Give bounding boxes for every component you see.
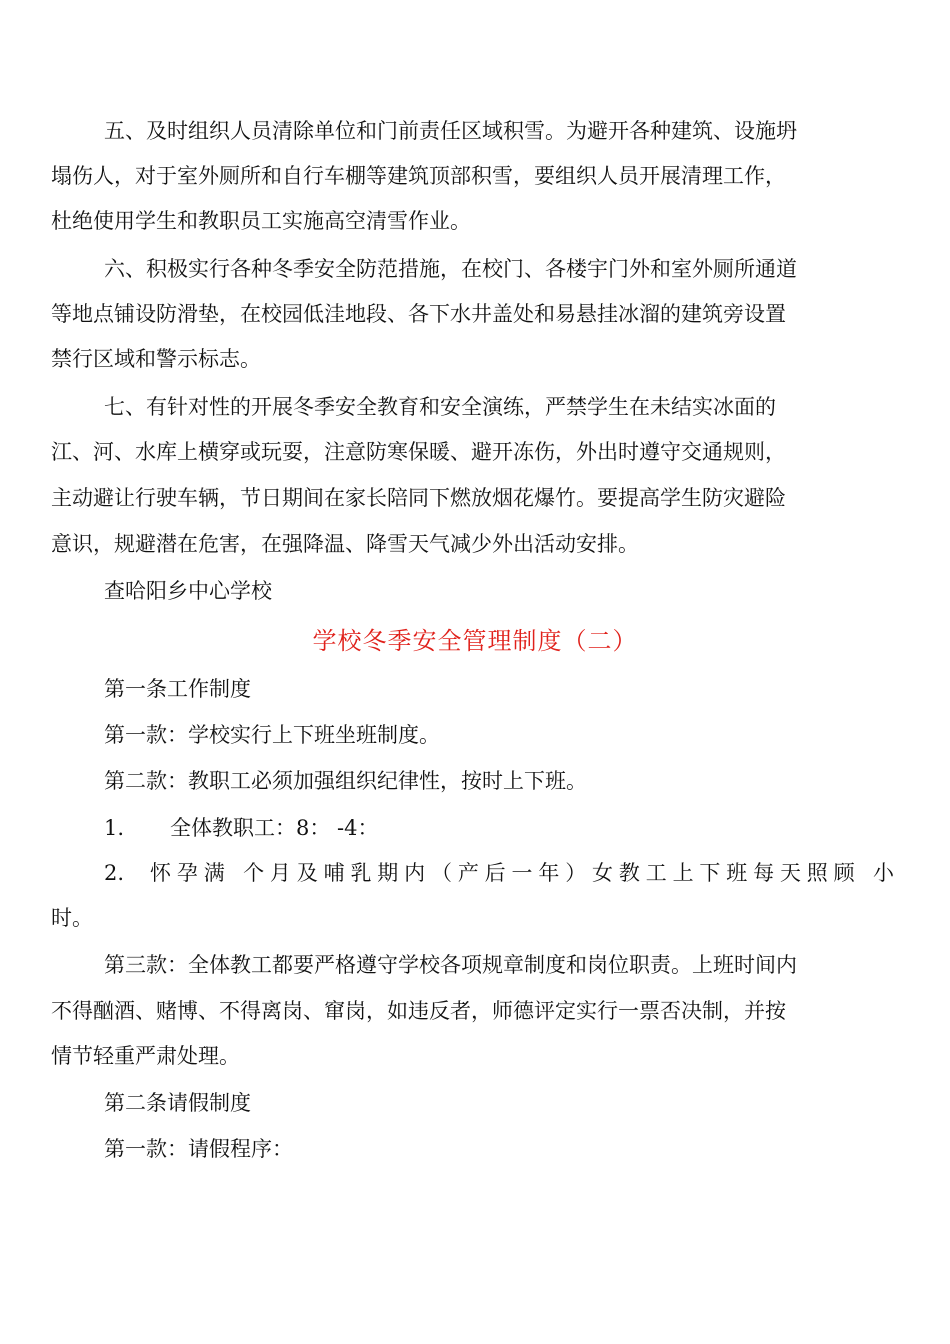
item-two-glyph: 怀 <box>150 861 171 885</box>
paragraph-six-line-1: 六、积极实行各种冬季安全防范措施，在校门、各楼宇门外和室外厕所通道 <box>104 257 797 281</box>
item-two-glyph: 产 <box>457 861 479 885</box>
paragraph-seven-line-3: 主动避让行驶车辆，节日期间在家长陪同下燃放烟花爆竹。要提高学生防灾避险 <box>51 486 786 510</box>
item-two-glyph: 一 <box>511 861 533 885</box>
item-two-glyph: （ <box>430 861 452 885</box>
clause-two: 第二款：教职工必须加强组织纪律性，按时上下班。 <box>104 769 587 793</box>
item-two-glyph: ） <box>565 861 587 885</box>
item-two-glyph <box>231 858 238 888</box>
article-one-heading: 第一条工作制度 <box>104 677 251 701</box>
item-two-glyph: 下 <box>699 861 721 885</box>
item-two-glyph: 班 <box>726 861 748 885</box>
item-two-glyph: 个 <box>243 861 265 885</box>
item-two-glyph: 年 <box>538 861 560 885</box>
item-two-number: 2. <box>104 861 125 885</box>
item-two-glyph <box>860 858 867 888</box>
paragraph-seven-line-2: 江、河、水库上横穿或玩耍，注意防寒保暖、避开冻伤，外出时遵守交通规则， <box>51 440 786 464</box>
clause-one: 第一款：学校实行上下班坐班制度。 <box>104 723 440 747</box>
clause-three-line-3: 情节轻重严肃处理。 <box>51 1044 240 1068</box>
paragraph-five-line-2: 塌伤人，对于室外厕所和自行车棚等建筑顶部积雪，要组织人员开展清理工作， <box>51 164 786 188</box>
item-two-glyph: 哺 <box>323 861 345 885</box>
item-two-glyph: 每 <box>753 861 775 885</box>
item-two-glyph: 工 <box>645 861 667 885</box>
clause-three-line-1: 第三款：全体教工都要严格遵守学校各项规章制度和岗位职责。上班时间内 <box>104 953 797 977</box>
item-two-glyph: 天 <box>779 861 801 885</box>
item-two-glyph: 女 <box>592 861 614 885</box>
item-two-text <box>150 858 894 888</box>
item-two-glyph: 乳 <box>350 861 372 885</box>
item-one-text: 全体教职工：8： -4： <box>170 816 379 840</box>
item-two-glyph: 顾 <box>833 861 855 885</box>
section-title: 学校冬季安全管理制度（二） <box>312 627 638 655</box>
item-two-glyph: 教 <box>618 861 640 885</box>
item-two-glyph: 小 <box>873 861 894 885</box>
item-two-glyph: 月 <box>269 861 291 885</box>
paragraph-five-line-1: 五、及时组织人员清除单位和门前责任区域积雪。为避开各种建筑、设施坍 <box>104 119 797 143</box>
item-two-glyph: 孕 <box>176 861 198 885</box>
item-two-glyph: 后 <box>484 861 506 885</box>
item-two-glyph: 内 <box>404 861 426 885</box>
leave-clause-one: 第一款：请假程序： <box>104 1137 293 1161</box>
article-two-heading: 第二条请假制度 <box>104 1091 251 1115</box>
paragraph-seven-line-1: 七、有针对性的开展冬季安全教育和安全演练，严禁学生在未结实冰面的 <box>104 395 776 419</box>
item-one-number: 1. <box>104 816 125 840</box>
school-signature: 查哈阳乡中心学校 <box>104 579 272 603</box>
item-two-glyph: 照 <box>806 861 828 885</box>
item-two-glyph: 满 <box>203 861 225 885</box>
paragraph-six-line-2: 等地点铺设防滑垫，在校园低洼地段、各下水井盖处和易悬挂冰溜的建筑旁设置 <box>51 302 786 326</box>
paragraph-five-line-3: 杜绝使用学生和教职员工实施高空清雪作业。 <box>51 209 471 233</box>
paragraph-seven-line-4: 意识，规避潜在危害，在强降温、降雪天气减少外出活动安排。 <box>51 532 639 556</box>
item-two-glyph: 及 <box>296 861 318 885</box>
paragraph-six-line-3: 禁行区域和警示标志。 <box>51 347 261 371</box>
item-two-glyph: 上 <box>672 861 694 885</box>
clause-three-line-2: 不得酗酒、赌博、不得离岗、窜岗，如违反者，师德评定实行一票否决制，并按 <box>51 999 786 1023</box>
item-two-continuation: 时。 <box>51 906 93 930</box>
item-two-glyph: 期 <box>377 861 399 885</box>
